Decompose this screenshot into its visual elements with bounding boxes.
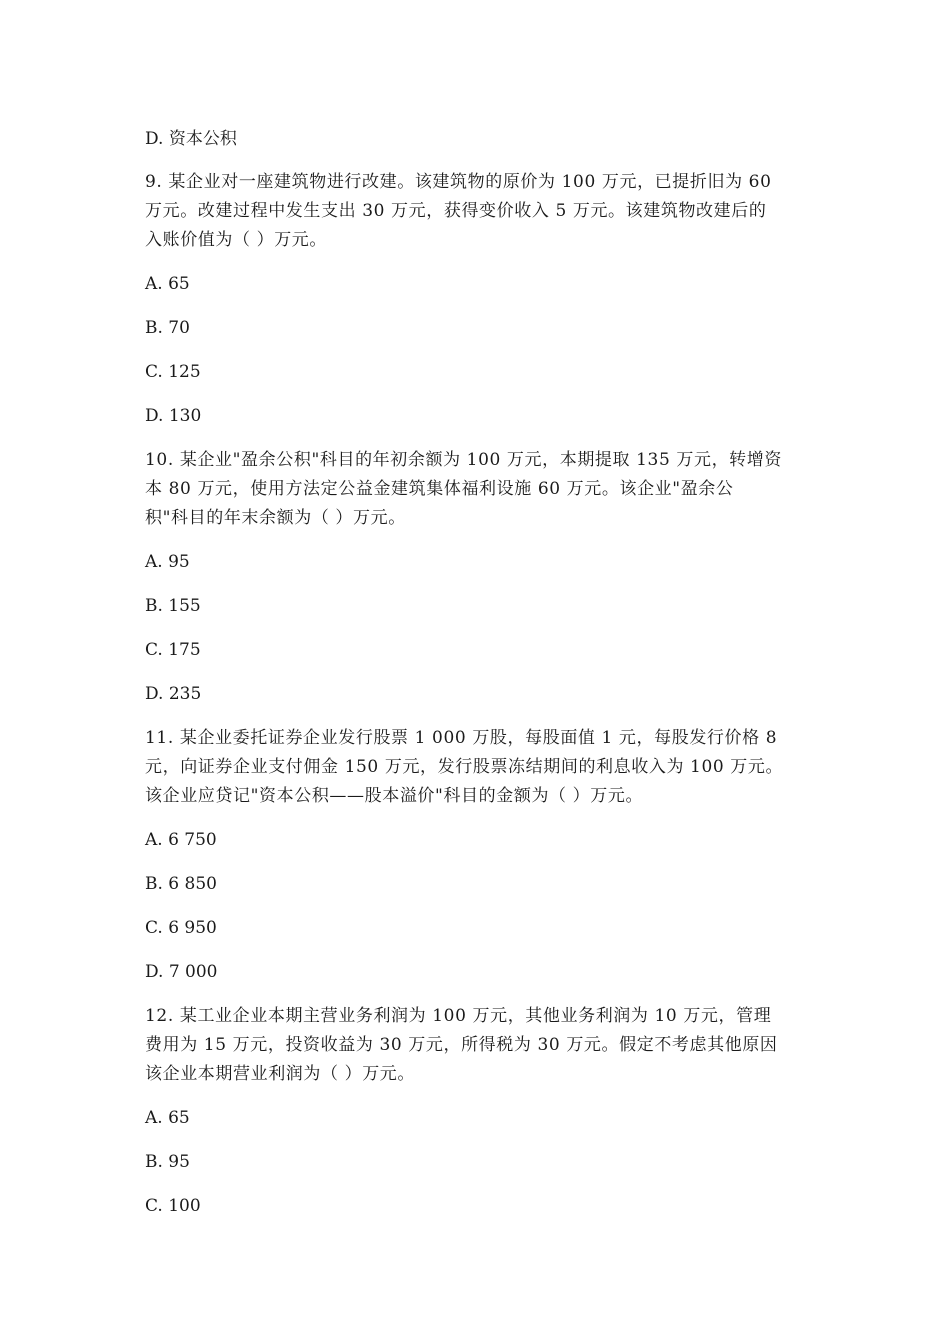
question-11-line-2: 元，向证券企业支付佣金 150 万元，发行股票冻结期间的利息收入为 100 万元。 xyxy=(145,757,784,777)
question-12-option-c: C. 100 xyxy=(145,1196,201,1216)
question-10-option-a: A. 95 xyxy=(145,552,190,572)
question-9-option-b: B. 70 xyxy=(145,318,190,338)
question-10-line-2: 本 80 万元，使用方法定公益金建筑集体福利设施 60 万元。该企业"盈余公 xyxy=(145,479,734,499)
question-9-line-2: 万元。改建过程中发生支出 30 万元，获得变价收入 5 万元。该建筑物改建后的 xyxy=(145,201,767,221)
question-11-option-d: D. 7 000 xyxy=(145,962,218,982)
question-9-line-1: 9. 某企业对一座建筑物进行改建。该建筑物的原价为 100 万元，已提折旧为 60 xyxy=(145,172,772,192)
question-9-option-d: D. 130 xyxy=(145,406,202,426)
question-11-option-a: A. 6 750 xyxy=(145,830,217,850)
question-10-line-1: 10. 某企业"盈余公积"科目的年初余额为 100 万元，本期提取 135 万元，转增资 xyxy=(145,450,782,470)
question-9-line-3: 入账价值为（ ）万元。 xyxy=(145,230,328,250)
question-10-option-b: B. 155 xyxy=(145,596,201,616)
question-12-line-3: 该企业本期营业利润为（ ）万元。 xyxy=(145,1064,416,1084)
question-11-line-3: 该企业应贷记"资本公积——股本溢价"科目的金额为（ ）万元。 xyxy=(145,786,644,806)
question-10-line-3: 积"科目的年末余额为（ ）万元。 xyxy=(145,508,406,528)
question-12-option-a: A. 65 xyxy=(145,1108,190,1128)
question-12-line-1: 12. 某工业企业本期主营业务利润为 100 万元，其他业务利润为 10 万元，管理 xyxy=(145,1006,772,1026)
question-10-option-c: C. 175 xyxy=(145,640,201,660)
option-d-prev: D. 资本公积 xyxy=(145,129,237,149)
question-11-line-1: 11. 某企业委托证券企业发行股票 1 000 万股，每股面值 1 元，每股发行价格 8 xyxy=(145,728,778,748)
question-11-option-c: C. 6 950 xyxy=(145,918,217,938)
question-12-line-2: 费用为 15 万元，投资收益为 30 万元，所得税为 30 万元。假定不考虑其他原因 xyxy=(145,1035,778,1055)
question-10-option-d: D. 235 xyxy=(145,684,202,704)
question-11-option-b: B. 6 850 xyxy=(145,874,217,894)
question-9-option-a: A. 65 xyxy=(145,274,190,294)
question-12-option-b: B. 95 xyxy=(145,1152,190,1172)
question-9-option-c: C. 125 xyxy=(145,362,201,382)
